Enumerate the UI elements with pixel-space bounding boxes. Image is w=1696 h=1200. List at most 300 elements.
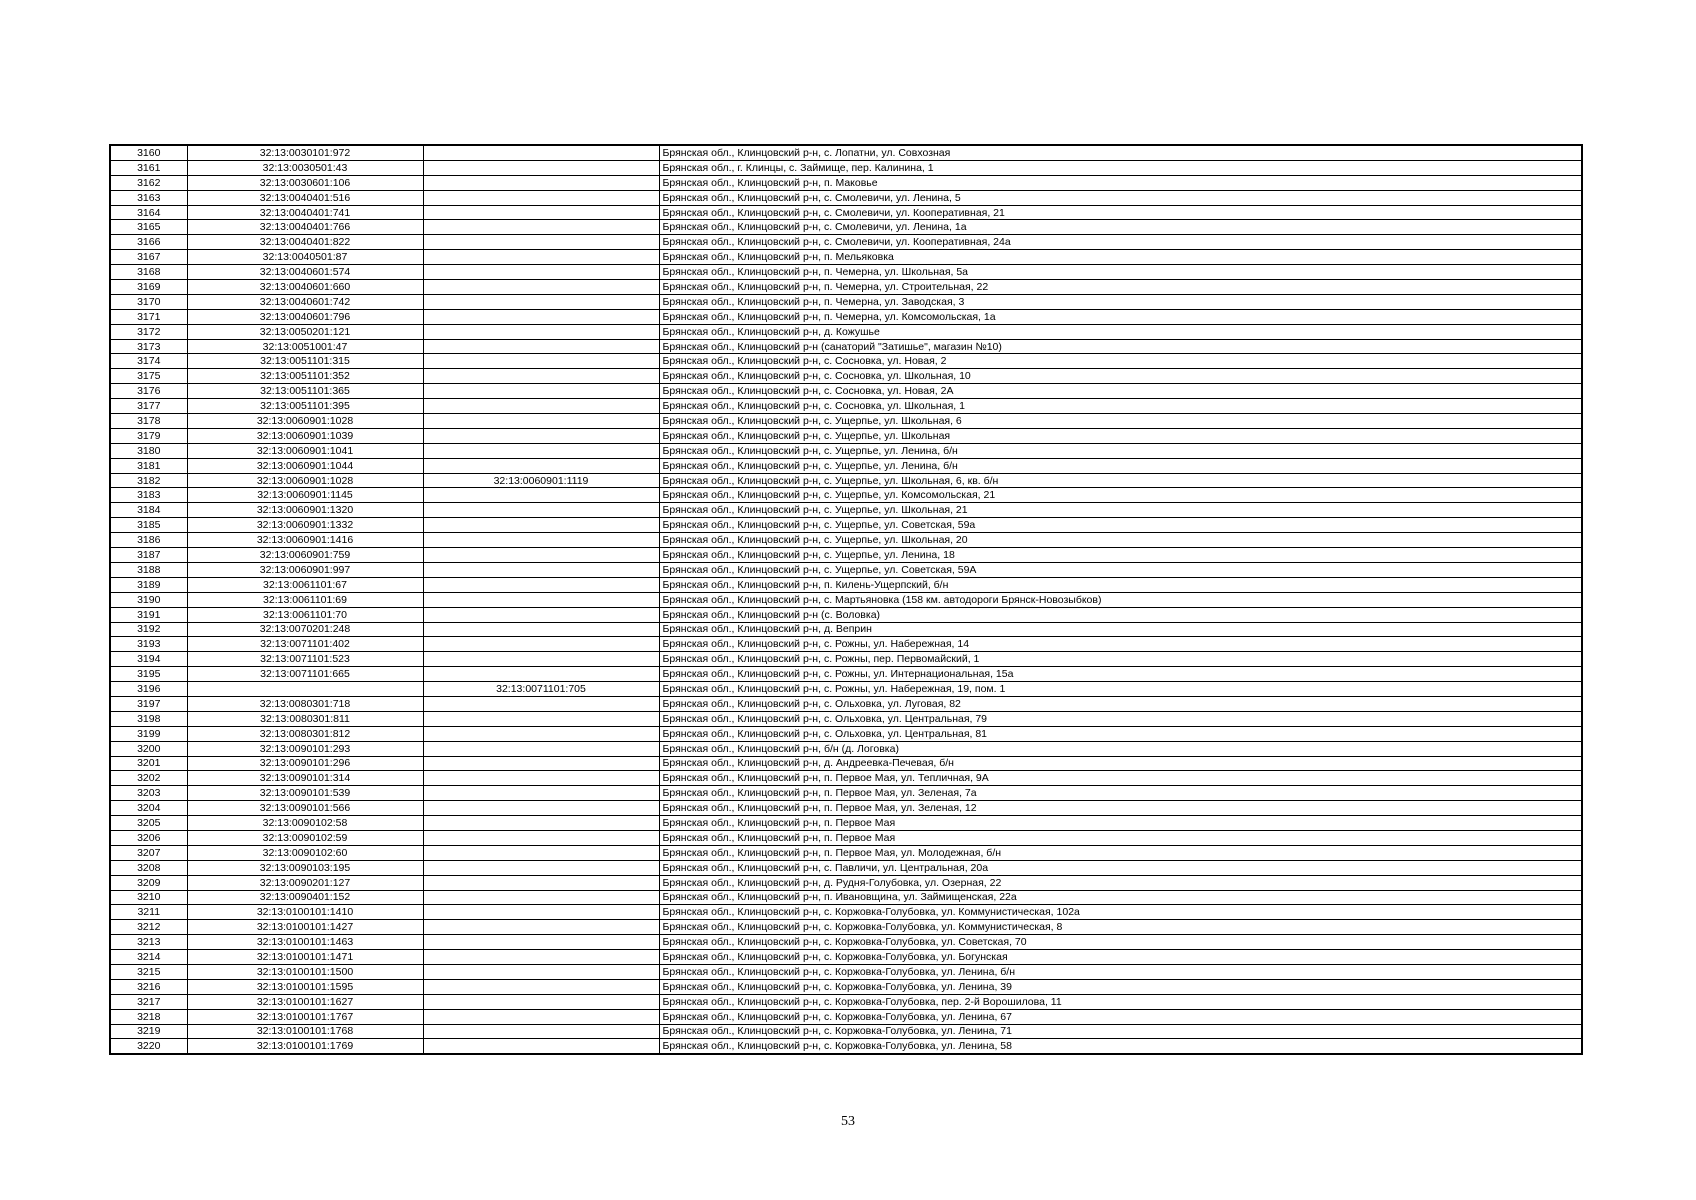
cadastral-number-cell: 32:13:0040401:766 [187,220,423,235]
address-cell: Брянская обл., Клинцовский р-н, с. Ущерпье, ул. Школьная [659,428,1582,443]
row-number-cell: 3176 [110,384,187,399]
related-cadastral-number-cell [423,935,659,950]
address-cell: Брянская обл., Клинцовский р-н, п. Маковье [659,175,1582,190]
address-cell: Брянская обл., Клинцовский р-н (санаторий "Затишье", магазин №10) [659,339,1582,354]
register-table-body [110,145,1582,1054]
cadastral-number-cell: 32:13:0100101:1769 [187,1039,423,1054]
row-number-cell: 3177 [110,399,187,414]
cadastral-number-cell: 32:13:0080301:811 [187,711,423,726]
address-cell: Брянская обл., Клинцовский р-н, с. Смолевичи, ул. Кооперативная, 21 [659,205,1582,220]
cadastral-number-cell [187,682,423,697]
cadastral-number-cell: 32:13:0050201:121 [187,324,423,339]
address-cell: Брянская обл., Клинцовский р-н, п. Чемерна, ул. Школьная, 5а [659,265,1582,280]
row-number-cell: 3208 [110,860,187,875]
address-cell: Брянская обл., Клинцовский р-н, с. Смолевичи, ул. Ленина, 1а [659,220,1582,235]
address-cell: Брянская обл., Клинцовский р-н, с. Коржовка-Голубовка, ул. Ленина, 71 [659,1024,1582,1039]
row-number-cell: 3172 [110,324,187,339]
table-row [110,741,1582,756]
related-cadastral-number-cell [423,294,659,309]
cadastral-number-cell: 32:13:0060901:759 [187,548,423,563]
cadastral-number-cell: 32:13:0060901:1332 [187,518,423,533]
table-row [110,294,1582,309]
row-number-cell: 3171 [110,309,187,324]
row-number-cell: 3168 [110,265,187,280]
table-row [110,443,1582,458]
address-cell: Брянская обл., Клинцовский р-н, п. Первое Мая, ул. Зеленая, 12 [659,801,1582,816]
cadastral-number-cell: 32:13:0040601:742 [187,294,423,309]
table-row [110,935,1582,950]
table-row [110,637,1582,652]
table-row [110,280,1582,295]
address-cell: Брянская обл., Клинцовский р-н, с. Коржовка-Голубовка, ул. Коммунистическая, 102а [659,905,1582,920]
cadastral-number-cell: 32:13:0100101:1500 [187,964,423,979]
table-row [110,369,1582,384]
row-number-cell: 3206 [110,830,187,845]
table-row [110,979,1582,994]
related-cadastral-number-cell [423,964,659,979]
cadastral-number-cell: 32:13:0040601:574 [187,265,423,280]
table-row [110,458,1582,473]
row-number-cell: 3197 [110,696,187,711]
row-number-cell: 3174 [110,354,187,369]
row-number-cell: 3203 [110,786,187,801]
row-number-cell: 3215 [110,964,187,979]
related-cadastral-number-cell [423,771,659,786]
related-cadastral-number-cell [423,518,659,533]
address-cell: Брянская обл., Клинцовский р-н, с. Сосновка, ул. Школьная, 10 [659,369,1582,384]
cadastral-number-cell: 32:13:0100101:1627 [187,994,423,1009]
row-number-cell: 3165 [110,220,187,235]
row-number-cell: 3196 [110,682,187,697]
address-cell: Брянская обл., Клинцовский р-н, с. Ущерпье, ул. Ленина, б/н [659,458,1582,473]
cadastral-number-cell: 32:13:0100101:1463 [187,935,423,950]
table-row [110,309,1582,324]
row-number-cell: 3187 [110,548,187,563]
cadastral-number-cell: 32:13:0090103:195 [187,860,423,875]
cadastral-number-cell: 32:13:0090201:127 [187,875,423,890]
table-row [110,518,1582,533]
table-row [110,816,1582,831]
address-cell: Брянская обл., Клинцовский р-н, с. Ущерпье, ул. Школьная, 6 [659,414,1582,429]
table-row [110,905,1582,920]
row-number-cell: 3179 [110,428,187,443]
related-cadastral-number-cell [423,160,659,175]
related-cadastral-number-cell [423,503,659,518]
row-number-cell: 3200 [110,741,187,756]
table-row [110,1024,1582,1039]
row-number-cell: 3181 [110,458,187,473]
cadastral-number-cell: 32:13:0051101:365 [187,384,423,399]
row-number-cell: 3198 [110,711,187,726]
table-row [110,682,1582,697]
related-cadastral-number-cell [423,607,659,622]
address-cell: Брянская обл., Клинцовский р-н, с. Ущерпье, ул. Ленина, б/н [659,443,1582,458]
related-cadastral-number-cell [423,1009,659,1024]
cadastral-number-cell: 32:13:0071101:523 [187,652,423,667]
address-cell: Брянская обл., Клинцовский р-н, с. Коржовка-Голубовка, ул. Ленина, 67 [659,1009,1582,1024]
related-cadastral-number-cell [423,994,659,1009]
row-number-cell: 3207 [110,845,187,860]
address-cell: Брянская обл., Клинцовский р-н, п. Мельяковка [659,250,1582,265]
address-cell: Брянская обл., Клинцовский р-н, с. Ущерпье, ул. Советская, 59а [659,518,1582,533]
table-row [110,667,1582,682]
row-number-cell: 3219 [110,1024,187,1039]
cadastral-number-cell: 32:13:0060901:1320 [187,503,423,518]
row-number-cell: 3204 [110,801,187,816]
table-row [110,548,1582,563]
related-cadastral-number-cell [423,801,659,816]
row-number-cell: 3202 [110,771,187,786]
table-row [110,786,1582,801]
row-number-cell: 3190 [110,592,187,607]
related-cadastral-number-cell [423,220,659,235]
table-row [110,220,1582,235]
related-cadastral-number-cell [423,324,659,339]
table-row [110,562,1582,577]
address-cell: Брянская обл., Клинцовский р-н, с. Рожны, ул. Набережная, 19, пом. 1 [659,682,1582,697]
table-row [110,160,1582,175]
table-row [110,1039,1582,1054]
row-number-cell: 3195 [110,667,187,682]
cadastral-number-cell: 32:13:0090401:152 [187,890,423,905]
related-cadastral-number-cell [423,399,659,414]
row-number-cell: 3188 [110,562,187,577]
table-row [110,533,1582,548]
cadastral-number-cell: 32:13:0061101:70 [187,607,423,622]
row-number-cell: 3199 [110,726,187,741]
related-cadastral-number-cell [423,458,659,473]
related-cadastral-number-cell [423,830,659,845]
row-number-cell: 3216 [110,979,187,994]
related-cadastral-number-cell [423,652,659,667]
row-number-cell: 3192 [110,622,187,637]
address-cell: Брянская обл., Клинцовский р-н, с. Рожны, ул. Интернациональная, 15а [659,667,1582,682]
row-number-cell: 3209 [110,875,187,890]
address-cell: Брянская обл., Клинцовский р-н, с. Коржовка-Голубовка, ул. Ленина, 58 [659,1039,1582,1054]
cadastral-number-cell: 32:13:0060901:1041 [187,443,423,458]
cadastral-number-cell: 32:13:0100101:1767 [187,1009,423,1024]
related-cadastral-number-cell [423,280,659,295]
cadastral-number-cell: 32:13:0051101:352 [187,369,423,384]
cadastral-number-cell: 32:13:0090102:58 [187,816,423,831]
cadastral-number-cell: 32:13:0030601:106 [187,175,423,190]
cadastral-number-cell: 32:13:0080301:812 [187,726,423,741]
address-cell: Брянская обл., Клинцовский р-н, б/н (д. Логовка) [659,741,1582,756]
cadastral-number-cell: 32:13:0090102:60 [187,845,423,860]
cadastral-number-cell: 32:13:0090101:314 [187,771,423,786]
page-number: 53 [841,1114,855,1129]
related-cadastral-number-cell [423,443,659,458]
table-row [110,428,1582,443]
table-row [110,190,1582,205]
table-row [110,696,1582,711]
cadastral-number-cell: 32:13:0080301:718 [187,696,423,711]
related-cadastral-number-cell [423,577,659,592]
cadastral-number-cell: 32:13:0051101:395 [187,399,423,414]
table-row [110,235,1582,250]
address-cell: Брянская обл., Клинцовский р-н, с. Ущерпье, ул. Школьная, 20 [659,533,1582,548]
address-cell: Брянская обл., Клинцовский р-н, с. Лопатни, ул. Совхозная [659,145,1582,160]
row-number-cell: 3164 [110,205,187,220]
related-cadastral-number-cell [423,145,659,160]
cadastral-number-cell: 32:13:0090101:539 [187,786,423,801]
table-row [110,339,1582,354]
address-cell: Брянская обл., Клинцовский р-н, д. Веприн [659,622,1582,637]
related-cadastral-number-cell [423,711,659,726]
table-row [110,994,1582,1009]
row-number-cell: 3220 [110,1039,187,1054]
related-cadastral-number-cell [423,205,659,220]
related-cadastral-number-cell [423,1024,659,1039]
table-row [110,711,1582,726]
cadastral-number-cell: 32:13:0051101:315 [187,354,423,369]
related-cadastral-number-cell [423,250,659,265]
address-cell: Брянская обл., Клинцовский р-н, п. Первое Мая [659,830,1582,845]
table-row [110,875,1582,890]
cadastral-number-cell: 32:13:0060901:1028 [187,473,423,488]
related-cadastral-number-cell [423,414,659,429]
row-number-cell: 3205 [110,816,187,831]
row-number-cell: 3211 [110,905,187,920]
address-cell: Брянская обл., Клинцовский р-н, п. Чемерна, ул. Строительная, 22 [659,280,1582,295]
related-cadastral-number-cell [423,548,659,563]
address-cell: Брянская обл., Клинцовский р-н, с. Коржовка-Голубовка, ул. Ленина, 39 [659,979,1582,994]
row-number-cell: 3175 [110,369,187,384]
cadastral-number-cell: 32:13:0040401:822 [187,235,423,250]
related-cadastral-number-cell [423,637,659,652]
related-cadastral-number-cell [423,845,659,860]
address-cell: Брянская обл., Клинцовский р-н, с. Коржовка-Голубовка, пер. 2-й Ворошилова, 11 [659,994,1582,1009]
related-cadastral-number-cell [423,175,659,190]
address-cell: Брянская обл., Клинцовский р-н, с. Ольховка, ул. Центральная, 81 [659,726,1582,741]
related-cadastral-number-cell [423,309,659,324]
address-cell: Брянская обл., Клинцовский р-н, п. Первое Мая, ул. Тепличная, 9А [659,771,1582,786]
related-cadastral-number-cell [423,592,659,607]
related-cadastral-number-cell [423,667,659,682]
cadastral-number-cell: 32:13:0100101:1427 [187,920,423,935]
address-cell: Брянская обл., Клинцовский р-н, с. Рожны, пер. Первомайский, 1 [659,652,1582,667]
address-cell: Брянская обл., Клинцовский р-н, п. Ивановщина, ул. Займищенская, 22а [659,890,1582,905]
address-cell: Брянская обл., Клинцовский р-н, д. Кожушье [659,324,1582,339]
related-cadastral-number-cell [423,488,659,503]
table-row [110,399,1582,414]
address-cell: Брянская обл., Клинцовский р-н, с. Рожны, ул. Набережная, 14 [659,637,1582,652]
row-number-cell: 3162 [110,175,187,190]
related-cadastral-number-cell [423,190,659,205]
related-cadastral-number-cell [423,369,659,384]
related-cadastral-number-cell [423,384,659,399]
row-number-cell: 3173 [110,339,187,354]
address-cell: Брянская обл., Клинцовский р-н, с. Смолевичи, ул. Кооперативная, 24а [659,235,1582,250]
address-cell: Брянская обл., Клинцовский р-н, с. Ольховка, ул. Луговая, 82 [659,696,1582,711]
row-number-cell: 3170 [110,294,187,309]
related-cadastral-number-cell [423,533,659,548]
table-row [110,756,1582,771]
table-row [110,652,1582,667]
cadastral-number-cell: 32:13:0100101:1768 [187,1024,423,1039]
related-cadastral-number-cell [423,905,659,920]
related-cadastral-number-cell [423,354,659,369]
row-number-cell: 3160 [110,145,187,160]
cadastral-number-cell: 32:13:0060901:1044 [187,458,423,473]
address-cell: Брянская обл., Клинцовский р-н, д. Рудня-Голубовка, ул. Озерная, 22 [659,875,1582,890]
address-cell: Брянская обл., Клинцовский р-н, д. Андреевка-Печевая, б/н [659,756,1582,771]
cadastral-number-cell: 32:13:0090101:296 [187,756,423,771]
row-number-cell: 3193 [110,637,187,652]
address-cell: Брянская обл., г. Клинцы, с. Займище, пер. Калинина, 1 [659,160,1582,175]
address-cell: Брянская обл., Клинцовский р-н, с. Павличи, ул. Центральная, 20а [659,860,1582,875]
table-row [110,890,1582,905]
address-cell: Брянская обл., Клинцовский р-н, п. Первое Мая, ул. Зеленая, 7а [659,786,1582,801]
address-cell: Брянская обл., Клинцовский р-н, с. Смолевичи, ул. Ленина, 5 [659,190,1582,205]
table-row [110,384,1582,399]
address-cell: Брянская обл., Клинцовский р-н, с. Коржовка-Голубовка, ул. Ленина, б/н [659,964,1582,979]
cadastral-number-cell: 32:13:0090101:566 [187,801,423,816]
related-cadastral-number-cell [423,339,659,354]
related-cadastral-number-cell [423,860,659,875]
address-cell: Брянская обл., Клинцовский р-н, п. Чемерна, ул. Заводская, 3 [659,294,1582,309]
cadastral-number-cell: 32:13:0060901:1039 [187,428,423,443]
related-cadastral-number-cell [423,950,659,965]
cadastral-number-cell: 32:13:0060901:1028 [187,414,423,429]
address-cell: Брянская обл., Клинцовский р-н (с. Воловка) [659,607,1582,622]
table-row [110,860,1582,875]
address-cell: Брянская обл., Клинцовский р-н, с. Ольховка, ул. Центральная, 79 [659,711,1582,726]
address-cell: Брянская обл., Клинцовский р-н, с. Сосновка, ул. Новая, 2А [659,384,1582,399]
table-row [110,622,1582,637]
cadastral-number-cell: 32:13:0100101:1410 [187,905,423,920]
table-row [110,473,1582,488]
cadastral-number-cell: 32:13:0060901:997 [187,562,423,577]
related-cadastral-number-cell [423,890,659,905]
cadastral-number-cell: 32:13:0100101:1595 [187,979,423,994]
cadastral-number-cell: 32:13:0040401:516 [187,190,423,205]
row-number-cell: 3178 [110,414,187,429]
table-row [110,324,1582,339]
related-cadastral-number-cell [423,235,659,250]
table-row [110,354,1582,369]
cadastral-number-cell: 32:13:0040601:660 [187,280,423,295]
row-number-cell: 3182 [110,473,187,488]
cadastral-number-cell: 32:13:0090101:293 [187,741,423,756]
row-number-cell: 3212 [110,920,187,935]
table-row [110,845,1582,860]
related-cadastral-number-cell [423,696,659,711]
related-cadastral-number-cell [423,265,659,280]
cadastral-number-cell: 32:13:0040501:87 [187,250,423,265]
row-number-cell: 3185 [110,518,187,533]
related-cadastral-number-cell [423,562,659,577]
related-cadastral-number-cell [423,816,659,831]
address-cell: Брянская обл., Клинцовский р-н, с. Ущерпье, ул. Школьная, 6, кв. б/н [659,473,1582,488]
table-row [110,830,1582,845]
related-cadastral-number-cell [423,741,659,756]
related-cadastral-number-cell [423,920,659,935]
address-cell: Брянская обл., Клинцовский р-н, с. Ущерпье, ул. Комсомольская, 21 [659,488,1582,503]
cadastral-number-cell: 32:13:0030101:972 [187,145,423,160]
table-row [110,205,1582,220]
table-row [110,950,1582,965]
related-cadastral-number-cell [423,1039,659,1054]
related-cadastral-number-cell [423,756,659,771]
related-cadastral-number-cell [423,622,659,637]
cadastral-number-cell: 32:13:0070201:248 [187,622,423,637]
row-number-cell: 3210 [110,890,187,905]
register-table [109,144,1583,1055]
table-row [110,145,1582,160]
related-cadastral-number-cell [423,979,659,994]
row-number-cell: 3184 [110,503,187,518]
address-cell: Брянская обл., Клинцовский р-н, с. Коржовка-Голубовка, ул. Богунская [659,950,1582,965]
related-cadastral-number-cell [423,786,659,801]
table-row [110,577,1582,592]
related-cadastral-number-cell [423,726,659,741]
address-cell: Брянская обл., Клинцовский р-н, с. Коржовка-Голубовка, ул. Коммунистическая, 8 [659,920,1582,935]
cadastral-number-cell: 32:13:0100101:1471 [187,950,423,965]
address-cell: Брянская обл., Клинцовский р-н, с. Ущерпье, ул. Ленина, 18 [659,548,1582,563]
row-number-cell: 3161 [110,160,187,175]
address-cell: Брянская обл., Клинцовский р-н, п. Первое Мая [659,816,1582,831]
row-number-cell: 3191 [110,607,187,622]
related-cadastral-number-cell [423,875,659,890]
address-cell: Брянская обл., Клинцовский р-н, с. Коржовка-Голубовка, ул. Советская, 70 [659,935,1582,950]
cadastral-number-cell: 32:13:0090102:59 [187,830,423,845]
cadastral-number-cell: 32:13:0051001:47 [187,339,423,354]
related-cadastral-number-cell: 32:13:0071101:705 [423,682,659,697]
row-number-cell: 3218 [110,1009,187,1024]
row-number-cell: 3169 [110,280,187,295]
cadastral-number-cell: 32:13:0071101:665 [187,667,423,682]
related-cadastral-number-cell: 32:13:0060901:1119 [423,473,659,488]
row-number-cell: 3167 [110,250,187,265]
address-cell: Брянская обл., Клинцовский р-н, с. Сосновка, ул. Новая, 2 [659,354,1582,369]
row-number-cell: 3217 [110,994,187,1009]
table-row [110,175,1582,190]
related-cadastral-number-cell [423,428,659,443]
cadastral-number-cell: 32:13:0060901:1145 [187,488,423,503]
row-number-cell: 3163 [110,190,187,205]
cadastral-number-cell: 32:13:0030501:43 [187,160,423,175]
row-number-cell: 3213 [110,935,187,950]
address-cell: Брянская обл., Клинцовский р-н, п. Килень-Ущерпский, б/н [659,577,1582,592]
row-number-cell: 3189 [110,577,187,592]
address-cell: Брянская обл., Клинцовский р-н, п. Первое Мая, ул. Молодежная, б/н [659,845,1582,860]
table-row [110,920,1582,935]
cadastral-number-cell: 32:13:0071101:402 [187,637,423,652]
row-number-cell: 3201 [110,756,187,771]
table-row [110,503,1582,518]
table-row [110,964,1582,979]
address-cell: Брянская обл., Клинцовский р-н, с. Ущерпье, ул. Советская, 59А [659,562,1582,577]
table-row [110,726,1582,741]
table-row [110,265,1582,280]
address-cell: Брянская обл., Клинцовский р-н, с. Ущерпье, ул. Школьная, 21 [659,503,1582,518]
row-number-cell: 3180 [110,443,187,458]
table-row [110,607,1582,622]
table-row [110,592,1582,607]
address-cell: Брянская обл., Клинцовский р-н, с. Мартьяновка (158 км. автодороги Брянск-Новозыбков) [659,592,1582,607]
address-cell: Брянская обл., Клинцовский р-н, с. Сосновка, ул. Школьная, 1 [659,399,1582,414]
table-row [110,250,1582,265]
row-number-cell: 3194 [110,652,187,667]
cadastral-number-cell: 32:13:0061101:67 [187,577,423,592]
cadastral-number-cell: 32:13:0040401:741 [187,205,423,220]
row-number-cell: 3214 [110,950,187,965]
cadastral-number-cell: 32:13:0061101:69 [187,592,423,607]
row-number-cell: 3183 [110,488,187,503]
table-row [110,1009,1582,1024]
table-row [110,771,1582,786]
